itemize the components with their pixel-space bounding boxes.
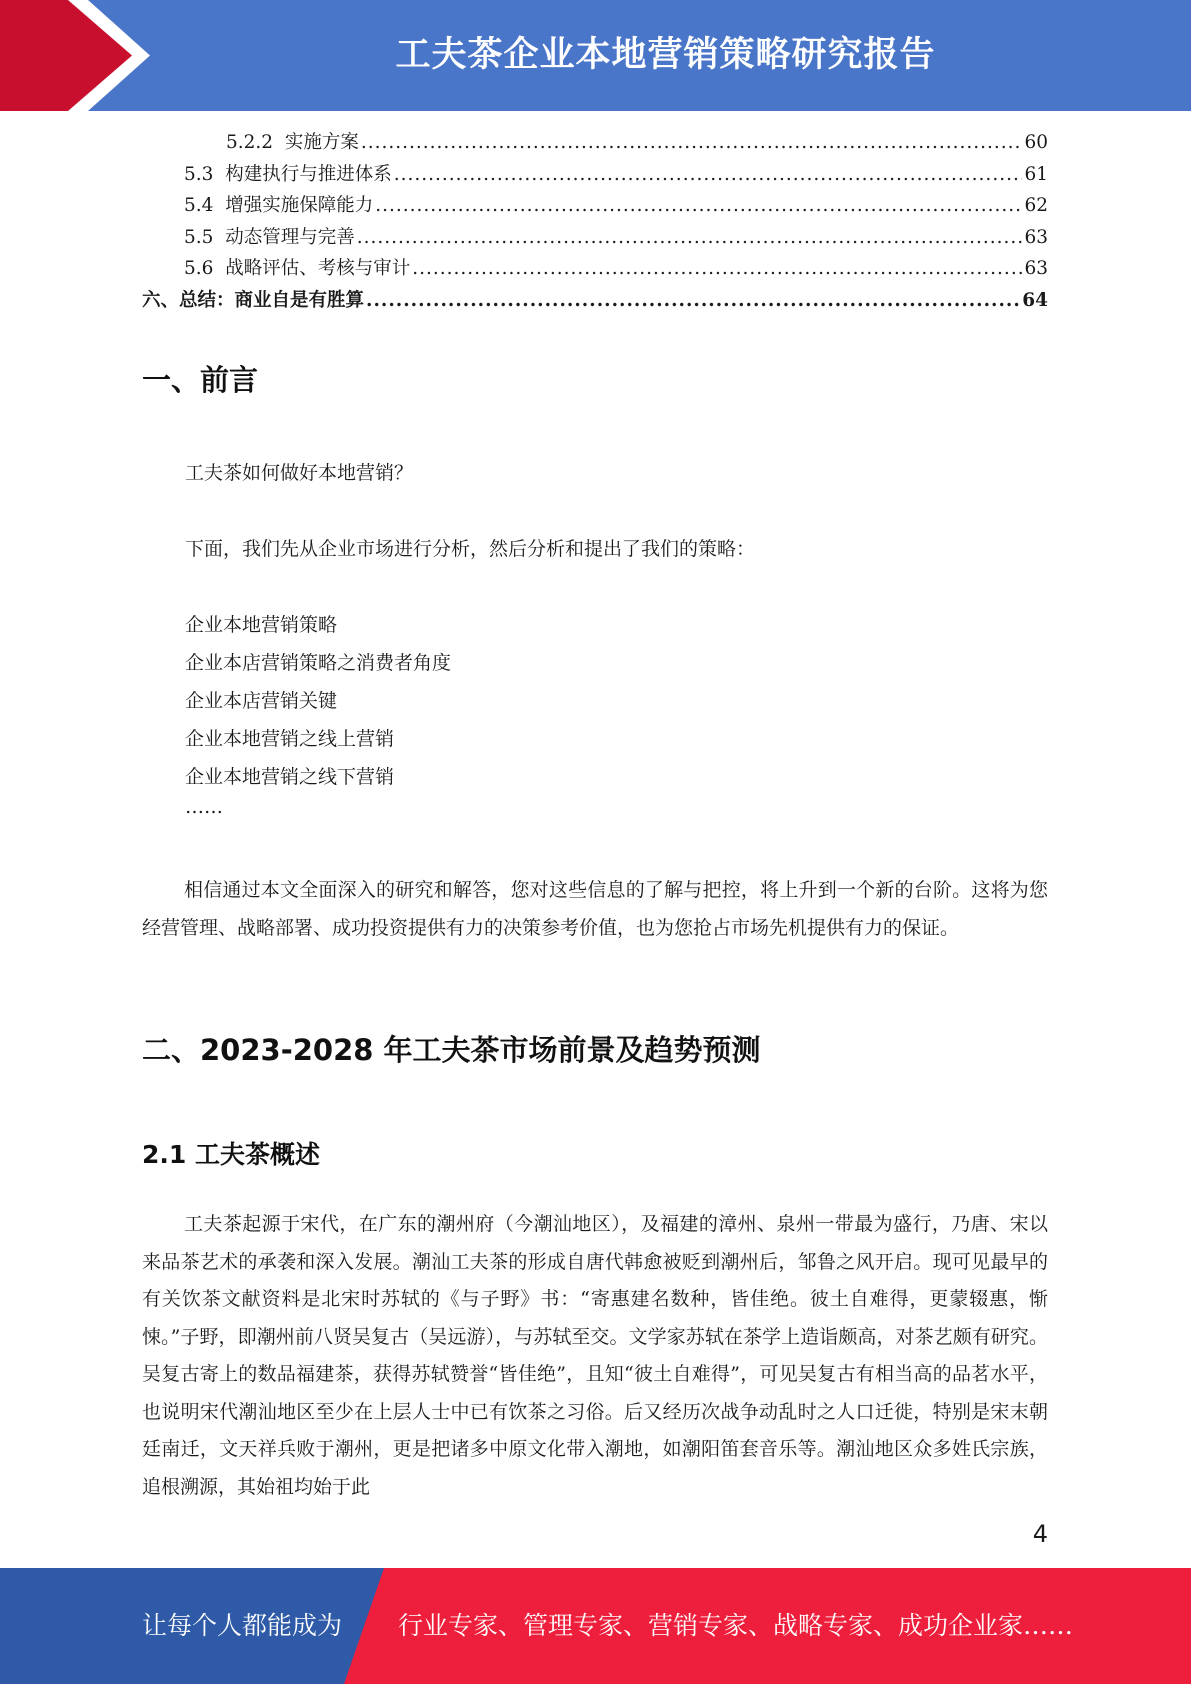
toc-leader: [357, 227, 1023, 248]
toc-text: 动态管理与完善: [225, 226, 355, 248]
toc-entry[interactable]: [142, 223, 1048, 255]
toc-page: 64: [1022, 289, 1048, 311]
section-heading-preface: 一、前言: [142, 363, 259, 397]
toc-page: 60: [1024, 132, 1048, 153]
footer-slogan-right: 行业专家、管理专家、营销专家、战略专家、成功企业家……: [398, 1611, 1074, 1640]
toc-leader: [375, 195, 1022, 216]
toc-entry[interactable]: [142, 160, 1048, 192]
toc-text: 战略评估、考核与审计: [225, 258, 411, 279]
toc-entry[interactable]: [142, 254, 1048, 286]
toc-text: 增强实施保障能力: [225, 195, 374, 216]
toc-entry[interactable]: [142, 128, 1048, 160]
page-footer: [0, 1568, 1191, 1684]
toc-leader: [394, 164, 1023, 185]
toc-leader: [412, 258, 1022, 279]
preface-question: 工夫茶如何做好本地营销？: [185, 462, 414, 484]
toc-text: 总结：商业自是有胜算: [179, 289, 365, 311]
subsection-heading-overview: 2.1 工夫茶概述: [142, 1140, 320, 1169]
toc-number: 5.6: [184, 258, 214, 279]
report-title: 工夫茶企业本地营销策略研究报告: [395, 35, 936, 75]
toc-page: 62: [1024, 195, 1048, 216]
strategy-list-ellipsis: ……: [185, 796, 223, 818]
preface-intro: 下面，我们先从企业市场进行分析，然后分析和提出了我们的策略：: [185, 538, 756, 560]
toc-page: 61: [1024, 163, 1048, 185]
overview-paragraph: 工夫茶起源于宋代，在广东的潮州府（今潮汕地区），及福建的漳州、泉州一带最为盛行，乃唐、宋以来品茶艺术的承袭和深入发展。潮汕工夫茶的形成自唐代韩愈被贬到潮州后，邹鲁之风开启。现可见最早的有关饮茶文献资料是北宋时苏轼的《与子野》书：“寄惠建名数种，皆佳绝。彼土自难得，更蒙辍惠，惭悚。”子野，即潮州前八贤吴复古（吴远游），与苏轼至交。文学家苏轼在茶学上造诣颇高，对茶艺颇有研究。吴复古寄上的数品福建茶，获得苏轼赞誉“皆佳绝”，且知“彼土自难得”，可见吴复古有相当高的品茗水平，也说明宋代潮汕地区至少在上层人士中已有饮茶之习俗。后又经历次战争动乱时之人口迁徙，特别是宋末朝廷南迁，文天祥兵败于潮州，更是把诸多中原文化带入潮地，如潮阳笛套音乐等。潮汕地区众多姓氏宗族，追根溯源，其始祖均始于此: [142, 1213, 1048, 1498]
toc-number: 5.3: [184, 163, 214, 185]
toc-page: 63: [1024, 226, 1048, 248]
header-arrow-decoration: [0, 0, 160, 111]
strategy-list-item: 企业本地营销策略: [185, 614, 338, 636]
strategy-list-item: 企业本地营销之线上营销: [185, 728, 395, 750]
toc-text: 实施方案: [284, 132, 359, 153]
strategy-list-item: 企业本地营销之线下营销: [185, 766, 395, 788]
footer-slogan-left: 让每个人都能成为: [142, 1611, 343, 1640]
page-number: 4: [1032, 1520, 1048, 1548]
toc-entry[interactable]: [142, 286, 1048, 318]
toc-entry[interactable]: [142, 191, 1048, 223]
toc-number: 5.2.2: [226, 132, 274, 153]
toc-leader: [366, 290, 1020, 311]
page-header: [0, 0, 1191, 111]
toc-number: 5.4: [184, 195, 214, 216]
toc-page: 63: [1024, 258, 1048, 279]
strategy-list-item: 企业本店营销策略之消费者角度: [185, 652, 452, 674]
toc-text: 构建执行与推进体系: [225, 163, 392, 185]
toc-number: 六、: [142, 289, 180, 311]
table-of-contents: [142, 128, 1048, 317]
strategy-list-item: 企业本店营销关键: [185, 690, 338, 712]
preface-closing-paragraph: 相信通过本文全面深入的研究和解答，您对这些信息的了解与把控，将上升到一个新的台阶。这将为您经营管理、战略部署、成功投资提供有力的决策参考价值，也为您抢占市场先机提供有力的保证。: [142, 879, 1048, 939]
toc-number: 5.5: [184, 226, 214, 248]
section-heading-market-outlook: 二、2023-2028 年工夫茶市场前景及趋势预测: [142, 1033, 761, 1067]
toc-leader: [361, 132, 1023, 153]
